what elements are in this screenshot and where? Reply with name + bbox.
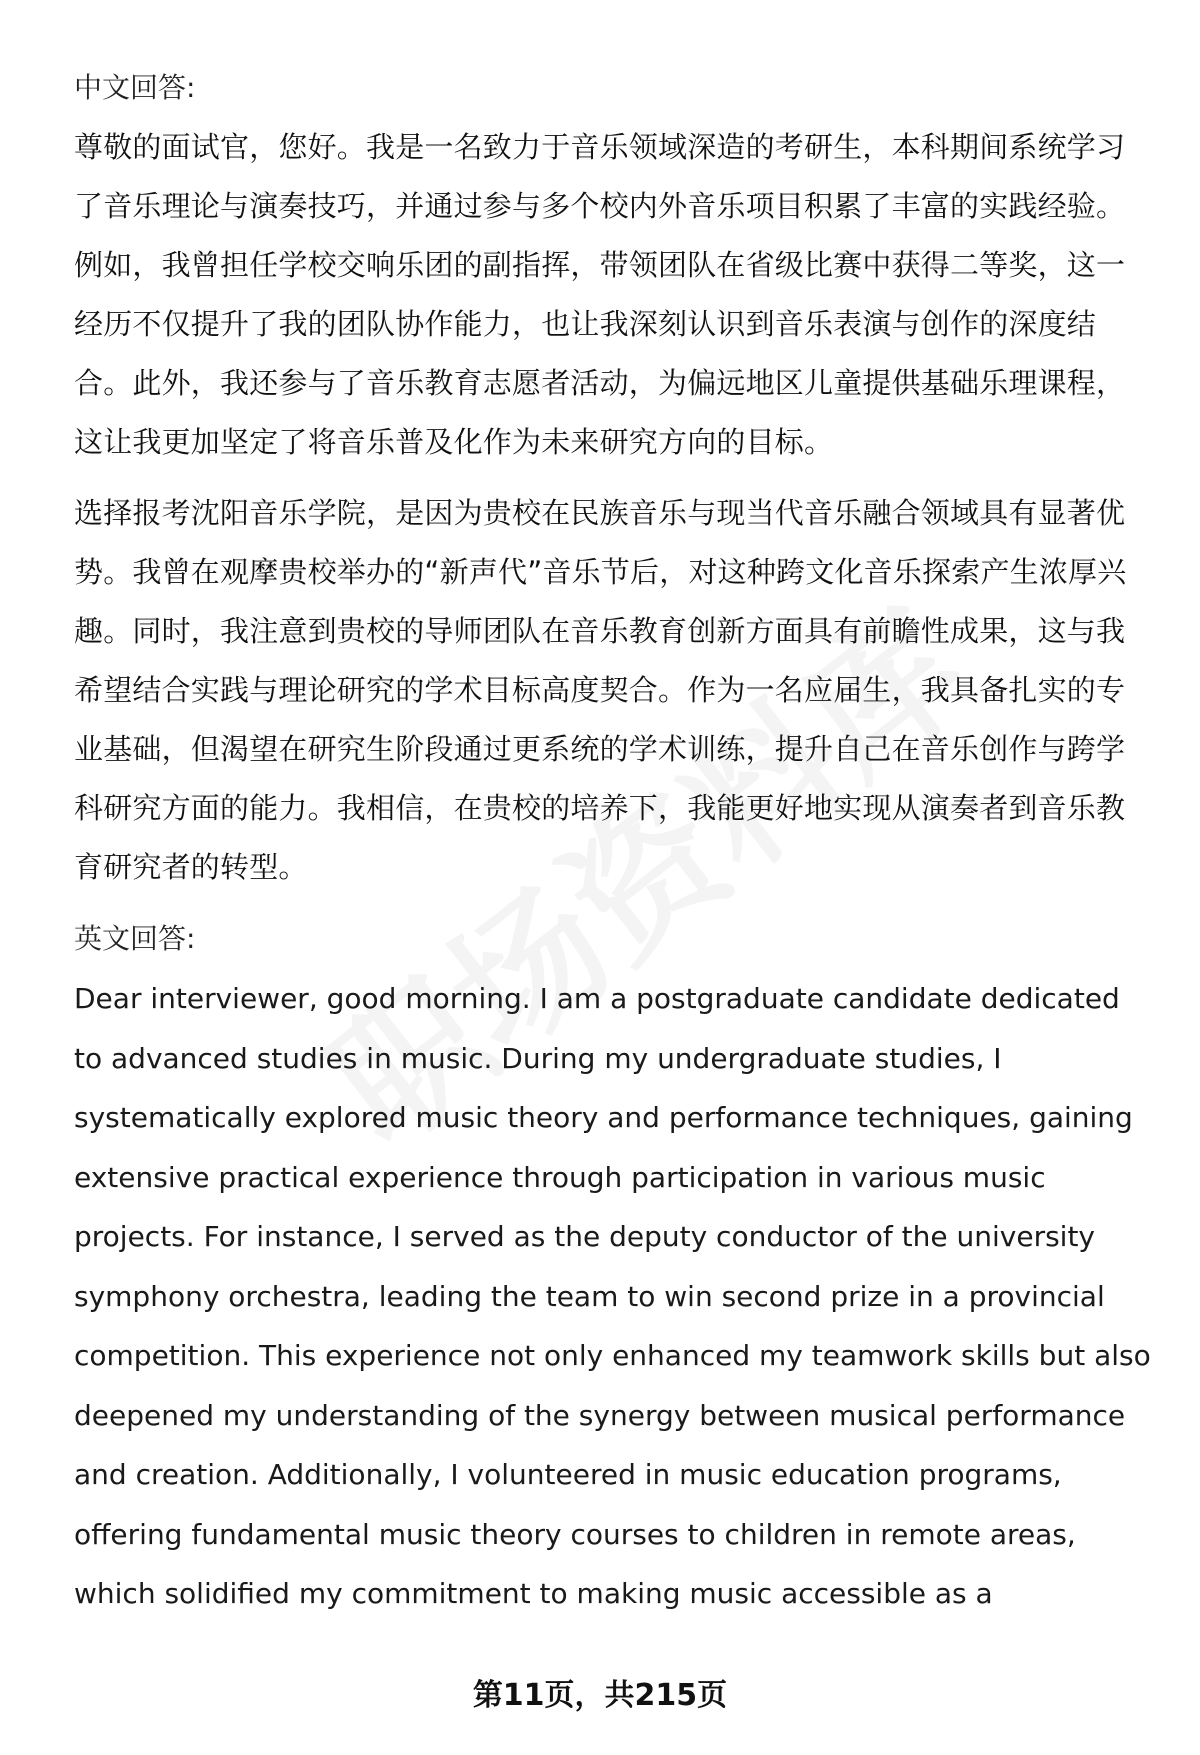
document-body (74, 58, 1154, 1624)
english-answer-section (74, 909, 1154, 1624)
chinese-answer-label: 中文回答: (74, 71, 196, 104)
page-indicator: 第11页，共215页 (472, 1678, 728, 1713)
chinese-paragraph-2: 选择报考沈阳音乐学院，是因为贵校在民族音乐与现当代音乐融合领域具有显著优势。我曾在观摩贵校举办的“新声代”音乐节后，对这种跨文化音乐探索产生浓厚兴趣。同时，我注意到贵校的导师团队在音乐教育创新方面具有前瞻性成果，这与我希望结合实践与理论研究的学术目标高度契合。作为一名应届生，我具备扎实的专业基础，但渴望在研究生阶段通过更系统的学术训练，提升自己在音乐创作与跨学科研究方面的能力。我相信，在贵校的培养下，我能更好地实现从演奏者到音乐教育研究者的转型。 (74, 496, 1127, 884)
english-answer-label: 英文回答: (74, 922, 196, 955)
chinese-paragraph-1: 尊敬的面试官，您好。我是一名致力于音乐领域深造的考研生，本科期间系统学习了音乐理论与演奏技巧，并通过参与多个校内外音乐项目积累了丰富的实践经验。例如，我曾担任学校交响乐团的副指挥，带领团队在省级比赛中获得二等奖，这一经历不仅提升了我的团队协作能力，也让我深刻认识到音乐表演与创作的深度结合。此外，我还参与了音乐教育志愿者活动，为偏远地区儿童提供基础乐理课程，这让我更加坚定了将音乐普及化作为未来研究方向的目标。 (74, 130, 1126, 459)
english-paragraph-1: Dear interviewer, good morning. I am a postgraduate candidate dedicated to advanced studies in music. During my undergraduate studies, I systematically explored music theory and performance techniques, gaining extensive practical experience through participation in various music projects. For instance, I served as the deputy conductor of the university symphony orchestra, leading the team to win second prize in a provincial competition. This experience not only enhanced my teamwork skills but also deepened my understanding of the synergy between musical performance and creation. Additionally, I volunteered in music education programs, offering fundamental music theory courses to children in remote areas, which solidified my commitment to making music accessible as a (74, 982, 1151, 1610)
chinese-answer-section (74, 58, 1154, 897)
